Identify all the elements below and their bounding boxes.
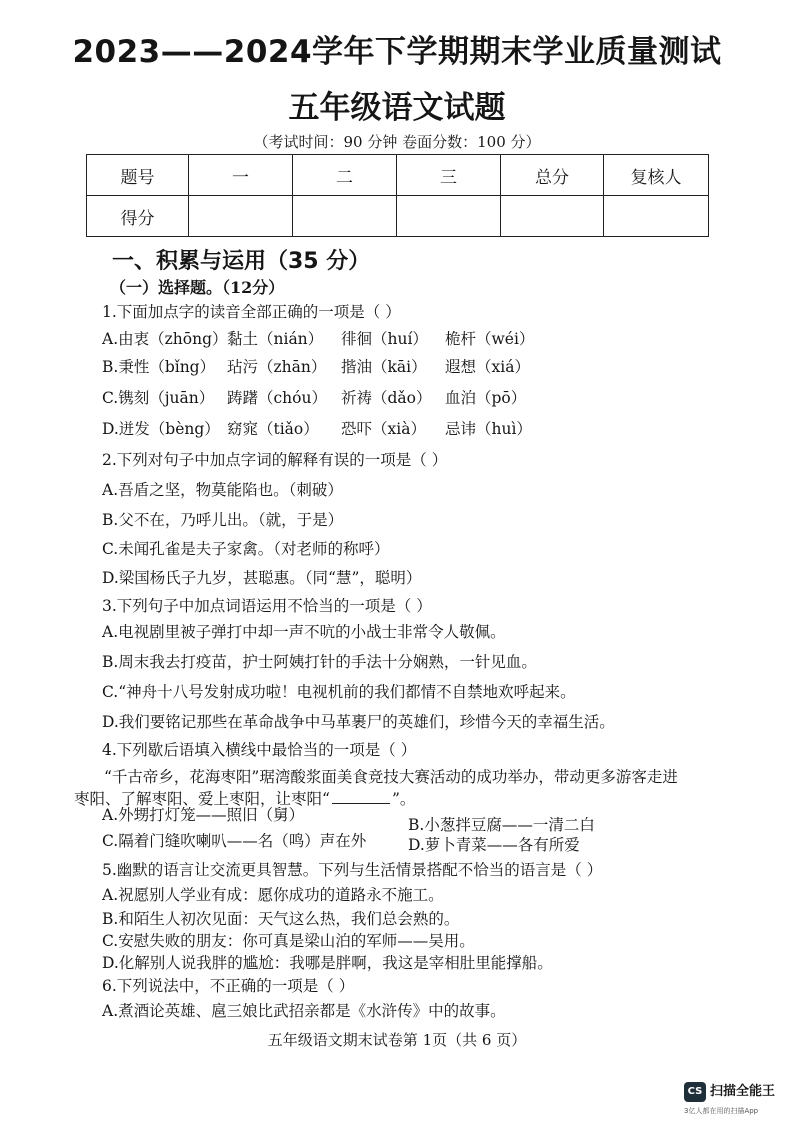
score-cell: [397, 196, 501, 237]
option-c: C.“神舟十八号发射成功啦！电视机前的我们都情不自禁地欢呼起来。: [102, 683, 576, 701]
exam-subtitle: 五年级语文试题: [288, 90, 506, 126]
score-cell: 复核人: [604, 155, 709, 196]
watermark-tagline: 3亿人都在用的扫描App: [684, 1107, 759, 1115]
section-heading: 一、积累与运用（35 分）: [112, 249, 371, 274]
camscanner-logo-icon: CS: [684, 1082, 706, 1102]
score-cell: [501, 196, 604, 237]
passage-text: ”。: [391, 790, 416, 808]
question-stem: 1.下面加点字的读音全部正确的一项是（ ）: [102, 303, 401, 321]
score-table-header-row: [87, 155, 709, 196]
option-item: 揩油（kāi）: [341, 358, 427, 376]
option-item: 恐吓（xià）: [341, 420, 426, 438]
option-item: D.迸发（bèng）: [102, 420, 220, 438]
option-row-c: [102, 387, 526, 409]
option-d: D.梁国杨氏子九岁，甚聪惠。（同“慧”，聪明）: [102, 569, 422, 587]
option-b: B.父不在，乃呼儿出。（就，于是）: [102, 511, 344, 529]
score-cell: 二: [293, 155, 397, 196]
option-row-d: [102, 418, 532, 440]
option-b: B.小葱拌豆腐——一清二白: [408, 816, 595, 834]
question-stem: 3.下列句子中加点词语运用不恰当的一项是（ ）: [102, 597, 432, 615]
option-row-a: [102, 328, 534, 350]
fill-blank: [332, 791, 390, 804]
page-footer: 五年级语文期末试卷第 1页（共 6 页）: [267, 1031, 527, 1049]
option-item: 窈窕（tiǎo）: [227, 420, 319, 438]
option-b: B.周末我去打疫苗，护士阿姨打针的手法十分娴熟，一针见血。: [102, 653, 537, 671]
score-cell: [604, 196, 709, 237]
option-a: A.煮酒论英雄、扈三娘比武招亲都是《水浒传》中的故事。: [102, 1002, 506, 1020]
option-c: C.安慰失败的朋友：你可真是梁山泊的军师——吴用。: [102, 932, 475, 950]
exam-info: （考试时间：90 分钟 卷面分数：100 分）: [253, 133, 541, 151]
option-item: 血泊（pō）: [445, 389, 527, 407]
option-item: 徘徊（huí）: [341, 330, 428, 348]
question-stem: 2.下列对句子中加点字词的解释有误的一项是（ ）: [102, 451, 448, 469]
question-stem: 5.幽默的语言让交流更具智慧。下列与生活情景搭配不恰当的语言是（ ）: [102, 861, 603, 879]
option-item: 桅杆（wéi）: [445, 330, 535, 348]
option-item: 忌讳（huì）: [445, 420, 532, 438]
question-passage: “千古帝乡，花海枣阳”琚湾酸浆面美食竞技大赛活动的成功举办，带动更多游客走进: [104, 768, 678, 786]
option-item: 黏土（nián）: [227, 330, 324, 348]
option-a: A.外甥打灯笼——照旧（舅）: [102, 806, 305, 824]
score-table: [86, 154, 709, 237]
option-d: D.我们要铭记那些在革命战争中马革裹尸的英雄们，珍惜今天的幸福生活。: [102, 713, 615, 731]
score-cell: [293, 196, 397, 237]
option-c: C.隔着门缝吹喇叭——名（鸣）声在外: [102, 832, 367, 850]
score-cell: 总分: [501, 155, 604, 196]
exam-title: 2023——2024学年下学期期末学业质量测试: [72, 34, 722, 70]
option-item: A.由衷（zhōng）: [102, 330, 228, 348]
score-table-score-row: [87, 196, 709, 237]
passage-text: 枣阳、了解枣阳、爱上枣阳，让枣阳“: [74, 790, 330, 808]
option-d: D.化解别人说我胖的尴尬：我哪是胖啊，我这是宰相肚里能撑船。: [102, 954, 553, 972]
score-cell: 得分: [87, 196, 189, 237]
watermark-app-name: 扫描全能王: [710, 1084, 776, 1099]
option-a: A.吾盾之坚，物莫能陷也。（刺破）: [102, 481, 343, 499]
option-b: B.和陌生人初次见面：天气这么热，我们总会熟的。: [102, 910, 460, 928]
option-item: B.秉性（bǐng）: [102, 358, 216, 376]
option-c: C.未闻孔雀是夫子家禽。（对老师的称呼）: [102, 540, 390, 558]
scanner-watermark: [684, 1080, 790, 1120]
score-cell: 三: [397, 155, 501, 196]
question-stem: 4.下列歇后语填入横线中最恰当的一项是（ ）: [102, 741, 417, 759]
option-a: A.电视剧里被子弹打中却一声不吭的小战士非常令人敬佩。: [102, 623, 506, 641]
subsection-heading: （一）选择题。（12分）: [110, 278, 285, 297]
option-item: 祈祷（dǎo）: [341, 389, 432, 407]
option-row-b: [102, 356, 530, 378]
score-cell: [189, 196, 293, 237]
option-item: 踌躇（chóu）: [227, 389, 327, 407]
option-item: 遐想（xiá）: [445, 358, 530, 376]
option-d: D.萝卜青菜——各有所爱: [408, 836, 580, 854]
score-cell: 题号: [87, 155, 189, 196]
option-a: A.祝愿别人学业有成：愿你成功的道路永不施工。: [102, 886, 444, 904]
score-cell: 一: [189, 155, 293, 196]
option-item: C.镌刻（juān）: [102, 389, 215, 407]
question-stem: 6.下列说法中，不正确的一项是（ ）: [102, 977, 355, 995]
option-item: 玷污（zhān）: [227, 358, 327, 376]
